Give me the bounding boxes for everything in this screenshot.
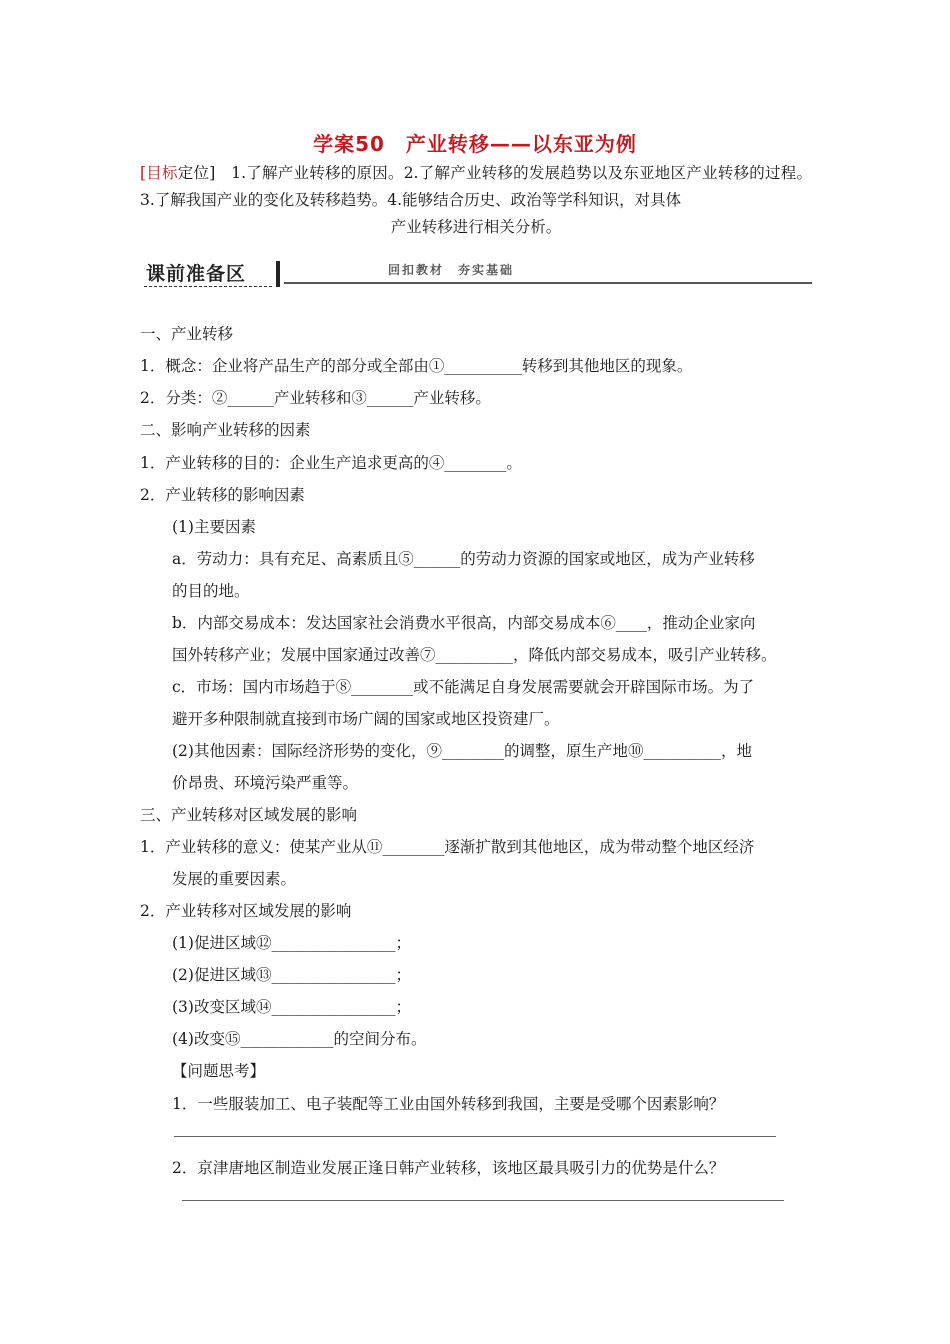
item-2-1: 1．产业转移的目的：企业生产追求更高的④________。: [140, 454, 522, 472]
item-3-1-cont: 发展的重要因素。: [172, 870, 297, 888]
item-2-2: 2．产业转移的影响因素: [140, 486, 305, 504]
goal-text-last: 产业转移进行相关分析。: [390, 218, 562, 236]
question-1: 1．一些服装加工、电子装配等工业由国外转移到我国，主要是受哪个因素影响？: [172, 1095, 725, 1113]
answer-line-1[interactable]: [174, 1136, 776, 1137]
banner-label: 课前准备区: [146, 263, 247, 285]
banner-dashed-underline: [144, 286, 272, 287]
impact-1: (1)促进区域⑫________________；: [172, 934, 411, 952]
question-heading: 【问题思考】: [172, 1062, 266, 1080]
heading-2: 二、影响产业转移的因素: [140, 421, 311, 439]
section-banner: [140, 257, 812, 293]
item-1-2: 2．分类：②______产业转移和③______产业转移。: [140, 389, 491, 407]
factor-transaction-cost-cont: 国外转移产业；发展中国家通过改善⑦__________，降低内部交易成本，吸引产业转移。: [172, 646, 777, 664]
banner-rule: [284, 282, 812, 284]
factor-market: c．市场：国内市场趋于⑧________或不能满足自身发展需要就会开辟国际市场。为了: [172, 678, 755, 696]
sub-other-factors: (2)其他因素：国际经济形势的变化，⑨________的调整，原生产地⑩__________，地: [172, 742, 752, 760]
banner-divider-bar: [276, 261, 280, 287]
heading-3: 三、产业转移对区域发展的影响: [140, 806, 358, 824]
learning-goals: [140, 160, 812, 241]
impact-2: (2)促进区域⑬________________；: [172, 966, 411, 984]
item-3-2: 2．产业转移对区域发展的影响: [140, 902, 352, 920]
question-2: 2．京津唐地区制造业发展正逢日韩产业转移，该地区最具吸引力的优势是什么？: [172, 1159, 725, 1177]
item-1-1: 1．概念：企业将产品生产的部分或全部由①__________转移到其他地区的现象。: [140, 357, 693, 375]
item-3-1: 1．产业转移的意义：使某产业从⑪________逐渐扩散到其他地区，成为带动整个地区经济: [140, 838, 755, 856]
heading-1: 一、产业转移: [140, 325, 234, 343]
page-title: 学案50 产业转移——以东亚为例: [313, 132, 637, 156]
goal-tag: [目标: [140, 164, 178, 182]
factor-labor-cont: 的目的地。: [172, 582, 250, 600]
impact-4: (4)改变⑮____________的空间分布。: [172, 1030, 427, 1048]
factor-transaction-cost: b．内部交易成本：发达国家社会消费水平很高，内部交易成本⑥____，推动企业家向: [172, 614, 756, 632]
answer-line-2[interactable]: [182, 1200, 784, 1201]
goal-text: 1.了解产业转移的原因。2.了解产业转移的发展趋势以及东亚地区产业转移的过程。3.了解我国产业的变化及转移趋势。4.能够结合历史、政治等学科知识，对具体: [140, 164, 812, 209]
factor-labor: a．劳动力：具有充足、高素质且⑤______的劳动力资源的国家或地区，成为产业转移: [172, 550, 755, 568]
sub-other-factors-cont: 价昂贵、环境污染严重等。: [172, 774, 359, 792]
impact-3: (3)改变区域⑭________________；: [172, 998, 411, 1016]
goal-tag-rest: 定位]: [177, 164, 216, 182]
banner-subtitle: 回扣教材 夯实基础: [388, 263, 515, 277]
sub-main-factors: (1)主要因素: [172, 518, 256, 536]
factor-market-cont: 避开多种限制就直接到市场广阔的国家或地区投资建厂。: [172, 710, 560, 728]
